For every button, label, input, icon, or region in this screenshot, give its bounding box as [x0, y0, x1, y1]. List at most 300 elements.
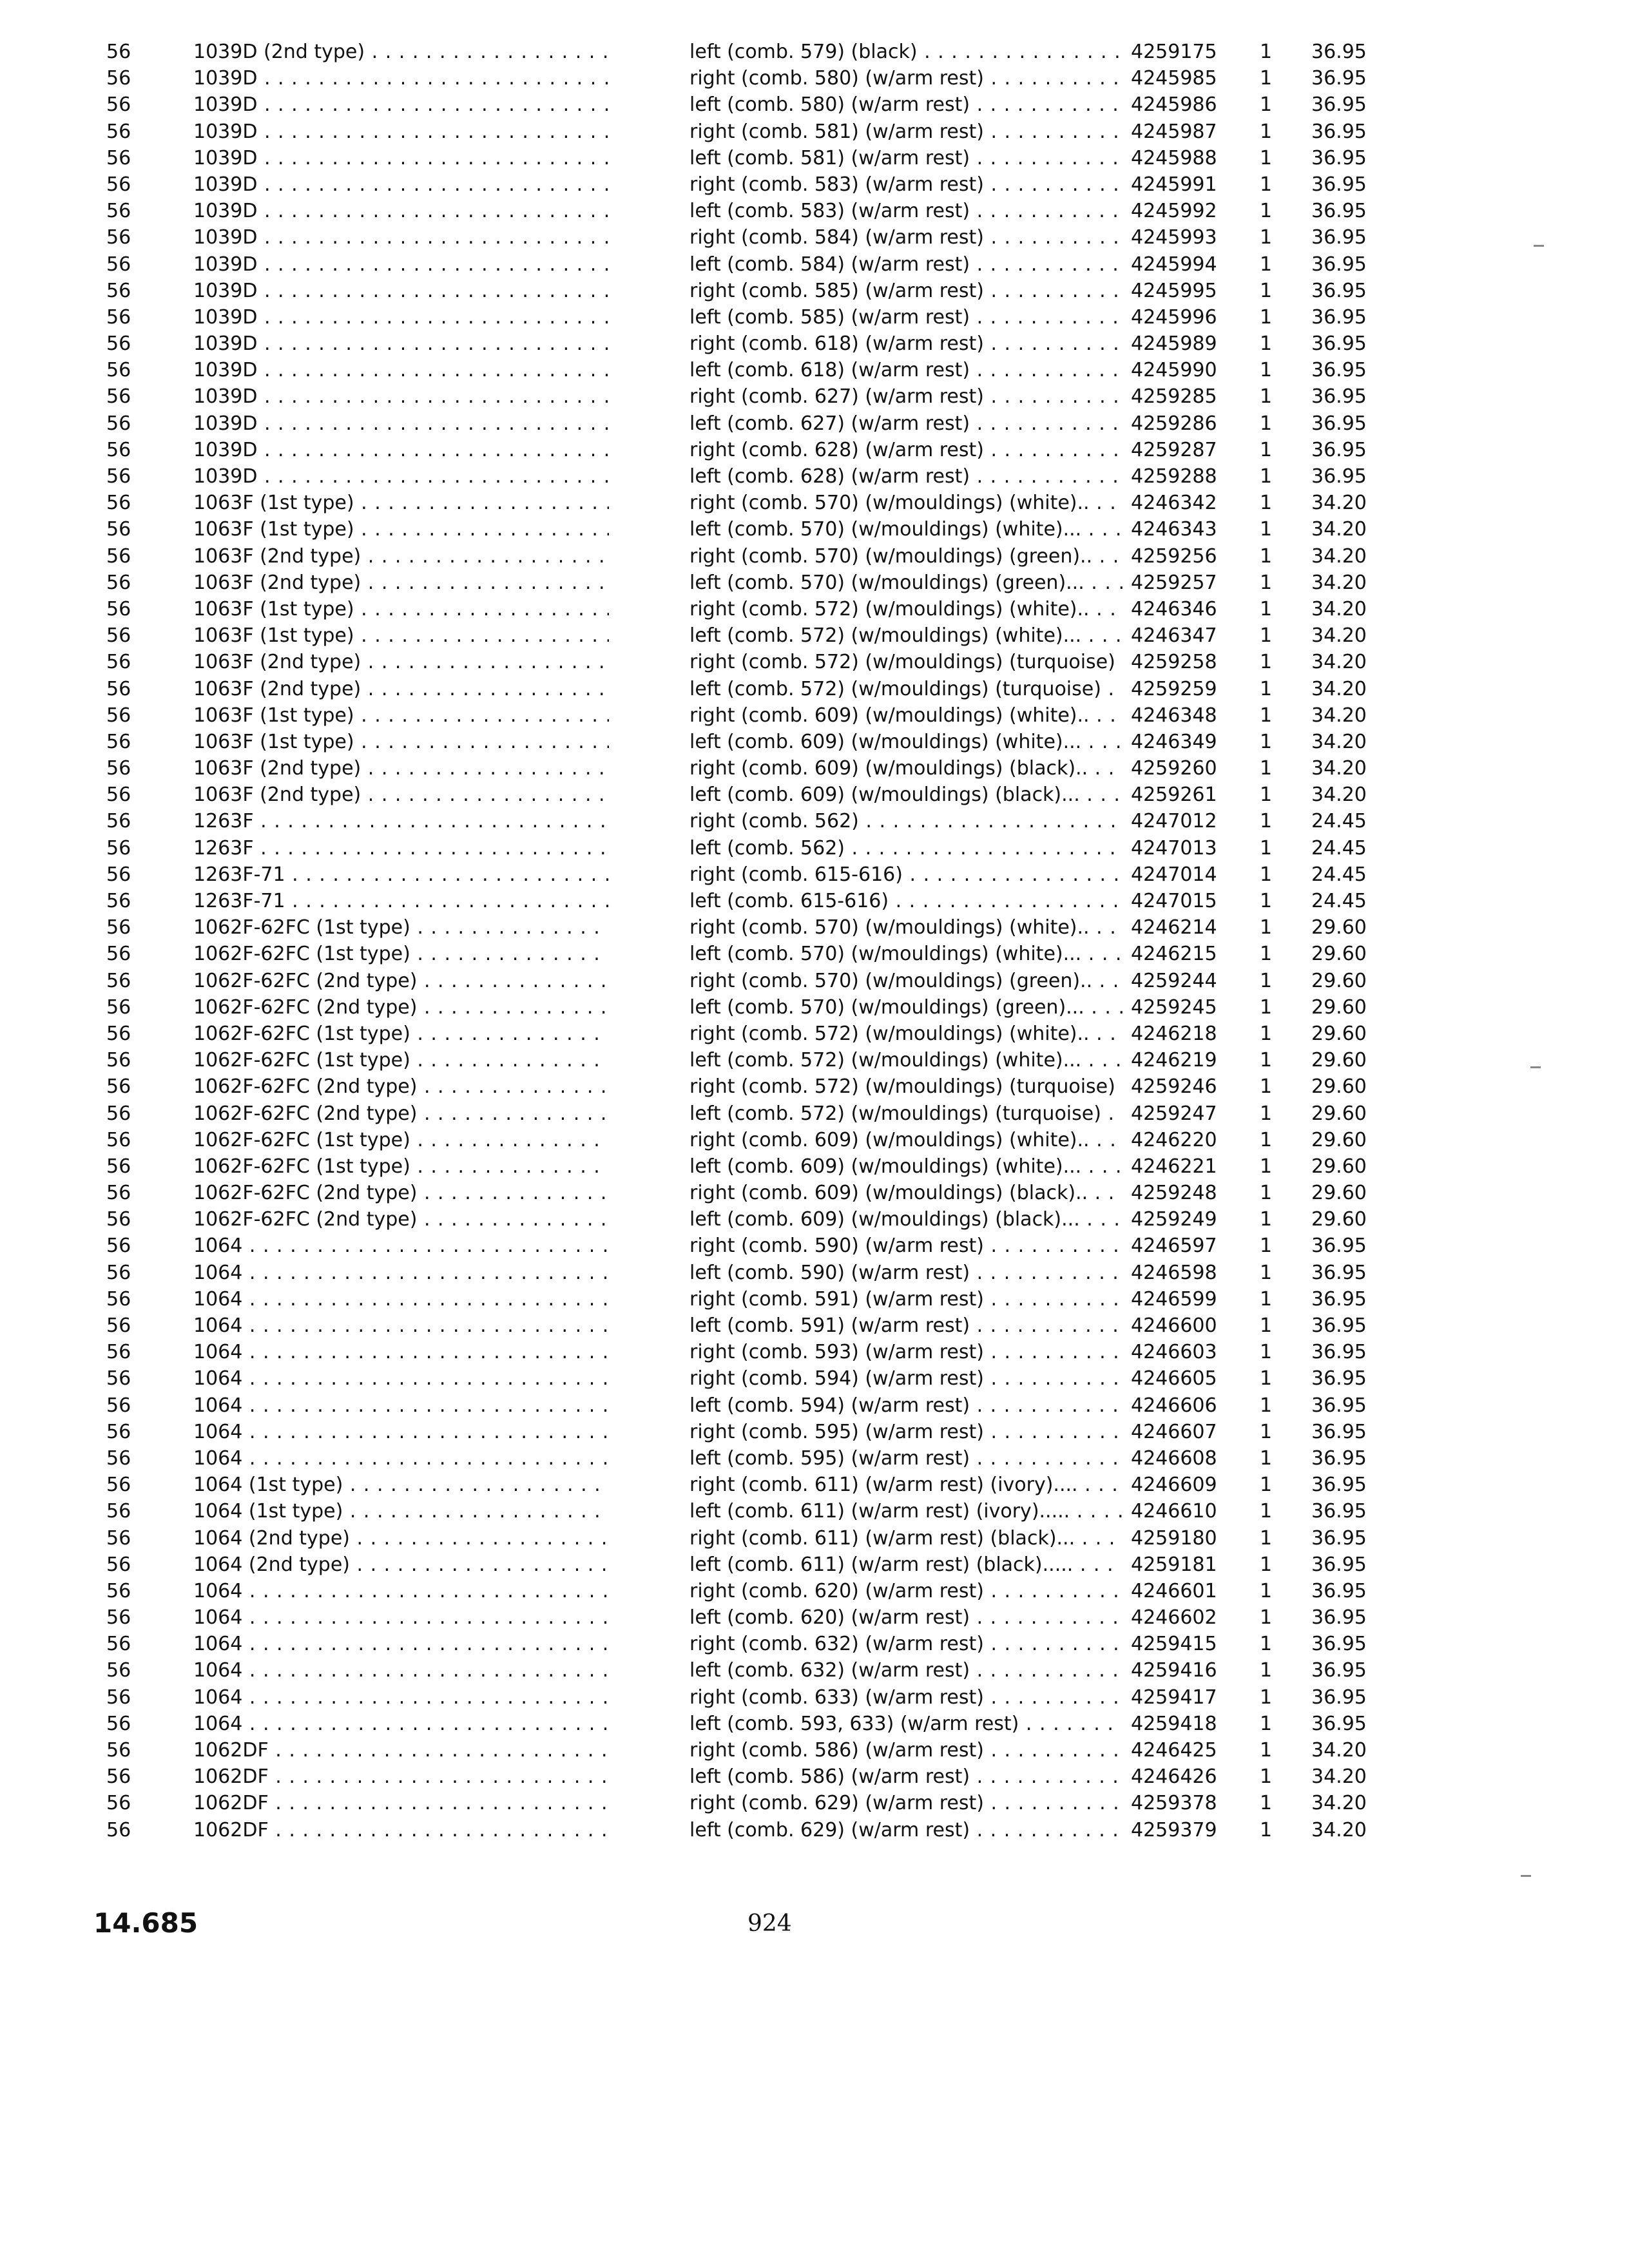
row-quantity: 1: [1260, 1659, 1273, 1682]
row-description: right (comb. 562) . . .: [689, 808, 1123, 834]
table-row: [0, 649, 1629, 675]
row-part-number: 4259259: [1131, 677, 1217, 700]
row-model: 1062F-62FC (1st type) . . .: [193, 941, 609, 967]
row-model: 1063F (2nd type) . . .: [193, 649, 609, 675]
row-description: right (comb. 591) (w/arm rest) . . .: [689, 1286, 1123, 1312]
row-part-number: 4245992: [1131, 200, 1217, 223]
row-description: left (comb. 609) (w/mouldings) (white)... . . .: [689, 729, 1123, 755]
row-description: right (comb. 586) (w/arm rest) . . .: [689, 1737, 1123, 1763]
row-year: 56: [106, 518, 131, 541]
row-year: 56: [106, 279, 131, 302]
row-year: 56: [106, 863, 131, 886]
table-row: [0, 1073, 1629, 1100]
row-part-number: 4246597: [1131, 1235, 1217, 1258]
row-model: 1062DF . . .: [193, 1763, 609, 1790]
row-model: 1039D . . .: [193, 357, 609, 383]
row-year: 56: [106, 1314, 131, 1337]
row-quantity: 1: [1260, 810, 1273, 833]
row-price: 34.20: [1311, 1818, 1367, 1841]
row-quantity: 1: [1260, 571, 1273, 594]
row-description: right (comb. 609) (w/mouldings) (black).. . . .: [689, 755, 1123, 782]
row-part-number: 4245985: [1131, 67, 1217, 90]
table-row: [0, 1206, 1629, 1233]
row-price: 36.95: [1311, 200, 1367, 223]
table-row: [0, 1392, 1629, 1419]
row-model: 1062F-62FC (2nd type) . . .: [193, 1180, 609, 1206]
row-description: right (comb. 629) (w/arm rest) . . .: [689, 1790, 1123, 1816]
table-row: [0, 251, 1629, 278]
row-model: 1062F-62FC (2nd type) . . .: [193, 1073, 609, 1100]
row-model: 1063F (2nd type) . . .: [193, 543, 609, 570]
table-row: [0, 1763, 1629, 1790]
table-row: [0, 304, 1629, 331]
row-model: 1064 . . .: [193, 1419, 609, 1445]
row-model: 1062DF . . .: [193, 1737, 609, 1763]
row-price: 36.95: [1311, 359, 1367, 382]
row-quantity: 1: [1260, 677, 1273, 700]
row-model: 1039D . . .: [193, 437, 609, 463]
row-price: 36.95: [1311, 279, 1367, 302]
row-year: 56: [106, 1739, 131, 1762]
row-model: 1039D . . .: [193, 251, 609, 278]
row-part-number: 4246342: [1131, 492, 1217, 515]
row-quantity: 1: [1260, 1526, 1273, 1550]
row-model: 1062F-62FC (1st type) . . .: [193, 1021, 609, 1047]
row-model: 1039D . . .: [193, 383, 609, 410]
row-model: 1039D . . .: [193, 304, 609, 331]
row-part-number: 4246219: [1131, 1049, 1217, 1072]
row-year: 56: [106, 836, 131, 860]
row-quantity: 1: [1260, 67, 1273, 90]
row-price: 34.20: [1311, 518, 1367, 541]
row-part-number: 4259379: [1131, 1818, 1217, 1841]
row-model: 1062F-62FC (1st type) . . .: [193, 914, 609, 941]
row-price: 36.95: [1311, 1420, 1367, 1443]
row-quantity: 1: [1260, 1235, 1273, 1258]
row-price: 36.95: [1311, 1500, 1367, 1523]
row-year: 56: [106, 41, 131, 63]
row-year: 56: [106, 969, 131, 992]
row-quantity: 1: [1260, 173, 1273, 196]
table-row: [0, 1578, 1629, 1604]
table-row: [0, 1525, 1629, 1552]
row-quantity: 1: [1260, 1394, 1273, 1417]
row-model: 1062F-62FC (2nd type) . . .: [193, 968, 609, 994]
row-price: 36.95: [1311, 1341, 1367, 1364]
row-price: 36.95: [1311, 173, 1367, 196]
row-description: left (comb. 570) (w/mouldings) (green)... . . .: [689, 570, 1123, 596]
row-description: left (comb. 628) (w/arm rest) . . .: [689, 463, 1123, 490]
row-price: 34.20: [1311, 571, 1367, 594]
row-price: 36.95: [1311, 146, 1367, 169]
row-quantity: 1: [1260, 1686, 1273, 1709]
row-price: 36.95: [1311, 305, 1367, 329]
row-year: 56: [106, 943, 131, 966]
table-row: [0, 1419, 1629, 1445]
row-year: 56: [106, 1235, 131, 1258]
row-price: 34.20: [1311, 492, 1367, 515]
row-model: 1064 . . .: [193, 1286, 609, 1312]
row-description: left (comb. 593, 633) (w/arm rest) . . .: [689, 1711, 1123, 1737]
row-price: 36.95: [1311, 93, 1367, 117]
row-price: 36.95: [1311, 253, 1367, 276]
row-part-number: 4246606: [1131, 1394, 1217, 1417]
row-part-number: 4245986: [1131, 93, 1217, 117]
row-quantity: 1: [1260, 1739, 1273, 1762]
table-row: [0, 490, 1629, 516]
row-quantity: 1: [1260, 969, 1273, 992]
row-year: 56: [106, 1075, 131, 1099]
row-model: 1064 . . .: [193, 1365, 609, 1392]
row-year: 56: [106, 93, 131, 117]
table-row: [0, 516, 1629, 543]
row-description: left (comb. 611) (w/arm rest) (black)..... . . .: [689, 1552, 1123, 1578]
row-description: left (comb. 570) (w/mouldings) (white)... . . .: [689, 941, 1123, 967]
row-description: left (comb. 579) (black) . . .: [689, 39, 1123, 65]
row-quantity: 1: [1260, 704, 1273, 727]
row-year: 56: [106, 1049, 131, 1072]
row-model: 1064 (1st type) . . .: [193, 1472, 609, 1498]
table-row: [0, 410, 1629, 437]
table-row: [0, 596, 1629, 622]
row-part-number: 4259257: [1131, 571, 1217, 594]
row-model: 1062DF . . .: [193, 1817, 609, 1843]
row-price: 36.95: [1311, 1474, 1367, 1497]
row-description: right (comb. 595) (w/arm rest) . . .: [689, 1419, 1123, 1445]
row-part-number: 4259175: [1131, 41, 1217, 63]
row-part-number: 4259258: [1131, 651, 1217, 674]
row-description: left (comb. 595) (w/arm rest) . . .: [689, 1445, 1123, 1472]
row-part-number: 4259249: [1131, 1208, 1217, 1231]
row-description: right (comb. 570) (w/mouldings) (green).. . . .: [689, 968, 1123, 994]
row-part-number: 4259244: [1131, 969, 1217, 992]
row-quantity: 1: [1260, 1022, 1273, 1045]
row-price: 36.95: [1311, 1553, 1367, 1576]
row-price: 34.20: [1311, 783, 1367, 807]
row-part-number: 4246346: [1131, 597, 1217, 620]
row-year: 56: [106, 1659, 131, 1682]
row-quantity: 1: [1260, 1182, 1273, 1205]
row-quantity: 1: [1260, 1420, 1273, 1443]
table-row: [0, 91, 1629, 118]
row-year: 56: [106, 730, 131, 753]
row-model: 1039D . . .: [193, 119, 609, 145]
row-description: left (comb. 618) (w/arm rest) . . .: [689, 357, 1123, 383]
row-part-number: 4245989: [1131, 332, 1217, 356]
row-part-number: 4246214: [1131, 916, 1217, 939]
row-year: 56: [106, 438, 131, 461]
row-year: 56: [106, 544, 131, 568]
section-number: 14.685: [93, 1907, 198, 1939]
row-quantity: 1: [1260, 1261, 1273, 1284]
row-model: 1064 . . .: [193, 1392, 609, 1419]
row-part-number: 4259417: [1131, 1686, 1217, 1709]
row-year: 56: [106, 1341, 131, 1364]
table-row: [0, 994, 1629, 1021]
row-model: 1039D . . .: [193, 410, 609, 437]
row-part-number: 4259256: [1131, 544, 1217, 568]
row-quantity: 1: [1260, 757, 1273, 780]
row-part-number: 4246220: [1131, 1128, 1217, 1151]
row-description: right (comb. 593) (w/arm rest) . . .: [689, 1339, 1123, 1365]
row-description: right (comb. 628) (w/arm rest) . . .: [689, 437, 1123, 463]
row-price: 29.60: [1311, 1128, 1367, 1151]
row-year: 56: [106, 385, 131, 408]
row-quantity: 1: [1260, 200, 1273, 223]
row-quantity: 1: [1260, 253, 1273, 276]
row-price: 36.95: [1311, 385, 1367, 408]
row-year: 56: [106, 332, 131, 356]
row-year: 56: [106, 253, 131, 276]
row-description: left (comb. 572) (w/mouldings) (turquoise) . . .: [689, 676, 1123, 702]
row-price: 29.60: [1311, 1049, 1367, 1072]
row-year: 56: [106, 146, 131, 169]
row-quantity: 1: [1260, 1287, 1273, 1311]
table-row: [0, 119, 1629, 145]
table-row: [0, 622, 1629, 649]
row-model: 1064 . . .: [193, 1445, 609, 1472]
row-quantity: 1: [1260, 438, 1273, 461]
row-part-number: 4259286: [1131, 412, 1217, 435]
row-model: 1064 . . .: [193, 1233, 609, 1259]
row-year: 56: [106, 1420, 131, 1443]
row-model: 1064 . . .: [193, 1578, 609, 1604]
row-model: 1063F (1st type) . . .: [193, 622, 609, 649]
row-part-number: 4246425: [1131, 1739, 1217, 1762]
table-row: [0, 808, 1629, 834]
row-year: 56: [106, 783, 131, 807]
table-row: [0, 1711, 1629, 1737]
row-model: 1062F-62FC (1st type) . . .: [193, 1047, 609, 1073]
row-model: 1063F (1st type) . . .: [193, 490, 609, 516]
row-quantity: 1: [1260, 1474, 1273, 1497]
row-model: 1064 . . .: [193, 1684, 609, 1711]
row-description: right (comb. 611) (w/arm rest) (black)... . . .: [689, 1525, 1123, 1552]
row-model: 1064 (2nd type) . . .: [193, 1552, 609, 1578]
row-part-number: 4247014: [1131, 863, 1217, 886]
row-quantity: 1: [1260, 305, 1273, 329]
row-description: right (comb. 580) (w/arm rest) . . .: [689, 65, 1123, 91]
row-quantity: 1: [1260, 1818, 1273, 1841]
row-part-number: 4246609: [1131, 1474, 1217, 1497]
row-description: left (comb. 609) (w/mouldings) (black)... . . .: [689, 1206, 1123, 1233]
row-year: 56: [106, 173, 131, 196]
table-row: [0, 941, 1629, 967]
row-quantity: 1: [1260, 730, 1273, 753]
row-part-number: 4246215: [1131, 943, 1217, 966]
row-part-number: 4259260: [1131, 757, 1217, 780]
row-description: right (comb. 583) (w/arm rest) . . .: [689, 171, 1123, 198]
row-price: 29.60: [1311, 916, 1367, 939]
row-model: 1039D . . .: [193, 331, 609, 357]
row-model: 1039D . . .: [193, 224, 609, 251]
row-year: 56: [106, 412, 131, 435]
table-row: [0, 1312, 1629, 1339]
row-quantity: 1: [1260, 1208, 1273, 1231]
row-year: 56: [106, 571, 131, 594]
row-part-number: 4246349: [1131, 730, 1217, 753]
row-year: 56: [106, 1261, 131, 1284]
row-part-number: 4246221: [1131, 1155, 1217, 1178]
row-description: right (comb. 572) (w/mouldings) (turquoise) . . .: [689, 1073, 1123, 1100]
margin-mark: [1530, 1066, 1541, 1068]
row-part-number: 4245996: [1131, 305, 1217, 329]
row-quantity: 1: [1260, 836, 1273, 860]
row-model: 1064 . . .: [193, 1657, 609, 1684]
row-price: 34.20: [1311, 730, 1367, 753]
row-price: 36.95: [1311, 120, 1367, 143]
row-price: 36.95: [1311, 1287, 1367, 1311]
row-model: 1039D . . .: [193, 145, 609, 171]
row-year: 56: [106, 677, 131, 700]
row-model: 1062F-62FC (1st type) . . .: [193, 1153, 609, 1180]
row-part-number: 4259378: [1131, 1792, 1217, 1815]
row-description: right (comb. 570) (w/mouldings) (white).. . . .: [689, 914, 1123, 941]
row-price: 36.95: [1311, 1261, 1367, 1284]
row-year: 56: [106, 1182, 131, 1205]
row-description: right (comb. 632) (w/arm rest) . . .: [689, 1631, 1123, 1657]
row-model: 1039D . . .: [193, 171, 609, 198]
row-price: 29.60: [1311, 1155, 1367, 1178]
table-row: [0, 383, 1629, 410]
row-part-number: 4259288: [1131, 465, 1217, 488]
row-price: 36.95: [1311, 67, 1367, 90]
row-year: 56: [106, 67, 131, 90]
row-part-number: 4259246: [1131, 1075, 1217, 1099]
row-part-number: 4246608: [1131, 1446, 1217, 1470]
row-year: 56: [106, 1367, 131, 1390]
row-quantity: 1: [1260, 995, 1273, 1019]
row-price: 34.20: [1311, 704, 1367, 727]
row-part-number: 4245990: [1131, 359, 1217, 382]
row-part-number: 4246426: [1131, 1765, 1217, 1789]
row-description: right (comb. 570) (w/mouldings) (green).. . . .: [689, 543, 1123, 570]
row-description: right (comb. 633) (w/arm rest) . . .: [689, 1684, 1123, 1711]
row-part-number: 4246610: [1131, 1500, 1217, 1523]
table-row: [0, 702, 1629, 729]
row-model: 1039D . . .: [193, 463, 609, 490]
row-price: 34.20: [1311, 677, 1367, 700]
row-model: 1263F-71 . . .: [193, 888, 609, 914]
table-row: [0, 357, 1629, 383]
row-description: left (comb. 570) (w/mouldings) (green)... . . .: [689, 994, 1123, 1021]
table-row: [0, 1180, 1629, 1206]
row-description: left (comb. 585) (w/arm rest) . . .: [689, 304, 1123, 331]
row-price: 34.20: [1311, 757, 1367, 780]
row-description: right (comb. 581) (w/arm rest) . . .: [689, 119, 1123, 145]
row-price: 29.60: [1311, 1022, 1367, 1045]
table-row: [0, 1021, 1629, 1047]
row-quantity: 1: [1260, 863, 1273, 886]
row-year: 56: [106, 1155, 131, 1178]
table-row: [0, 65, 1629, 91]
row-quantity: 1: [1260, 1314, 1273, 1337]
table-row: [0, 278, 1629, 304]
row-model: 1063F (1st type) . . .: [193, 516, 609, 543]
row-model: 1064 . . .: [193, 1631, 609, 1657]
row-quantity: 1: [1260, 120, 1273, 143]
row-model: 1063F (2nd type) . . .: [193, 782, 609, 808]
row-description: right (comb. 615-616) . . .: [689, 861, 1123, 888]
row-price: 36.95: [1311, 1394, 1367, 1417]
row-part-number: 4259247: [1131, 1102, 1217, 1125]
row-description: left (comb. 594) (w/arm rest) . . .: [689, 1392, 1123, 1419]
row-part-number: 4246607: [1131, 1420, 1217, 1443]
row-model: 1263F-71 . . .: [193, 861, 609, 888]
row-model: 1062DF . . .: [193, 1790, 609, 1816]
row-quantity: 1: [1260, 359, 1273, 382]
row-quantity: 1: [1260, 1765, 1273, 1789]
row-model: 1063F (1st type) . . .: [193, 702, 609, 729]
row-year: 56: [106, 916, 131, 939]
table-row: [0, 1817, 1629, 1843]
row-description: right (comb. 609) (w/mouldings) (black).. . . .: [689, 1180, 1123, 1206]
row-price: 36.95: [1311, 41, 1367, 63]
row-description: left (comb. 586) (w/arm rest) . . .: [689, 1763, 1123, 1790]
table-row: [0, 1604, 1629, 1631]
row-model: 1064 . . .: [193, 1711, 609, 1737]
row-description: left (comb. 572) (w/mouldings) (turquoise) . . .: [689, 1100, 1123, 1127]
row-quantity: 1: [1260, 332, 1273, 356]
row-price: 34.20: [1311, 624, 1367, 648]
row-description: right (comb. 609) (w/mouldings) (white).. . . .: [689, 702, 1123, 729]
row-price: 36.95: [1311, 1235, 1367, 1258]
table-row: [0, 1472, 1629, 1498]
row-model: 1063F (2nd type) . . .: [193, 676, 609, 702]
row-description: left (comb. 591) (w/arm rest) . . .: [689, 1312, 1123, 1339]
row-year: 56: [106, 1579, 131, 1602]
row-part-number: 4247015: [1131, 890, 1217, 912]
row-quantity: 1: [1260, 783, 1273, 807]
row-description: right (comb. 572) (w/mouldings) (white).. . . .: [689, 596, 1123, 622]
row-year: 56: [106, 651, 131, 674]
row-part-number: 4246347: [1131, 624, 1217, 648]
table-row: [0, 1047, 1629, 1073]
row-description: left (comb. 581) (w/arm rest) . . .: [689, 145, 1123, 171]
row-part-number: 4245987: [1131, 120, 1217, 143]
table-row: [0, 1657, 1629, 1684]
row-quantity: 1: [1260, 518, 1273, 541]
row-quantity: 1: [1260, 597, 1273, 620]
page-number: 924: [747, 1910, 792, 1937]
row-model: 1263F . . .: [193, 835, 609, 861]
row-price: 29.60: [1311, 1208, 1367, 1231]
row-part-number: 4259285: [1131, 385, 1217, 408]
table-row: [0, 1260, 1629, 1286]
row-price: 36.95: [1311, 332, 1367, 356]
row-model: 1039D . . .: [193, 198, 609, 224]
row-part-number: 4246218: [1131, 1022, 1217, 1045]
row-year: 56: [106, 1553, 131, 1576]
row-year: 56: [106, 359, 131, 382]
row-quantity: 1: [1260, 1500, 1273, 1523]
row-price: 36.95: [1311, 412, 1367, 435]
row-quantity: 1: [1260, 226, 1273, 249]
row-quantity: 1: [1260, 41, 1273, 63]
row-quantity: 1: [1260, 1446, 1273, 1470]
row-model: 1063F (2nd type) . . .: [193, 570, 609, 596]
table-row: [0, 171, 1629, 198]
row-model: 1263F . . .: [193, 808, 609, 834]
row-quantity: 1: [1260, 492, 1273, 515]
row-description: left (comb. 580) (w/arm rest) . . .: [689, 91, 1123, 118]
row-part-number: 4259181: [1131, 1553, 1217, 1576]
row-quantity: 1: [1260, 1579, 1273, 1602]
row-year: 56: [106, 1606, 131, 1629]
table-row: [0, 1286, 1629, 1312]
row-model: 1062F-62FC (2nd type) . . .: [193, 1100, 609, 1127]
parts-table: [0, 39, 1629, 1843]
